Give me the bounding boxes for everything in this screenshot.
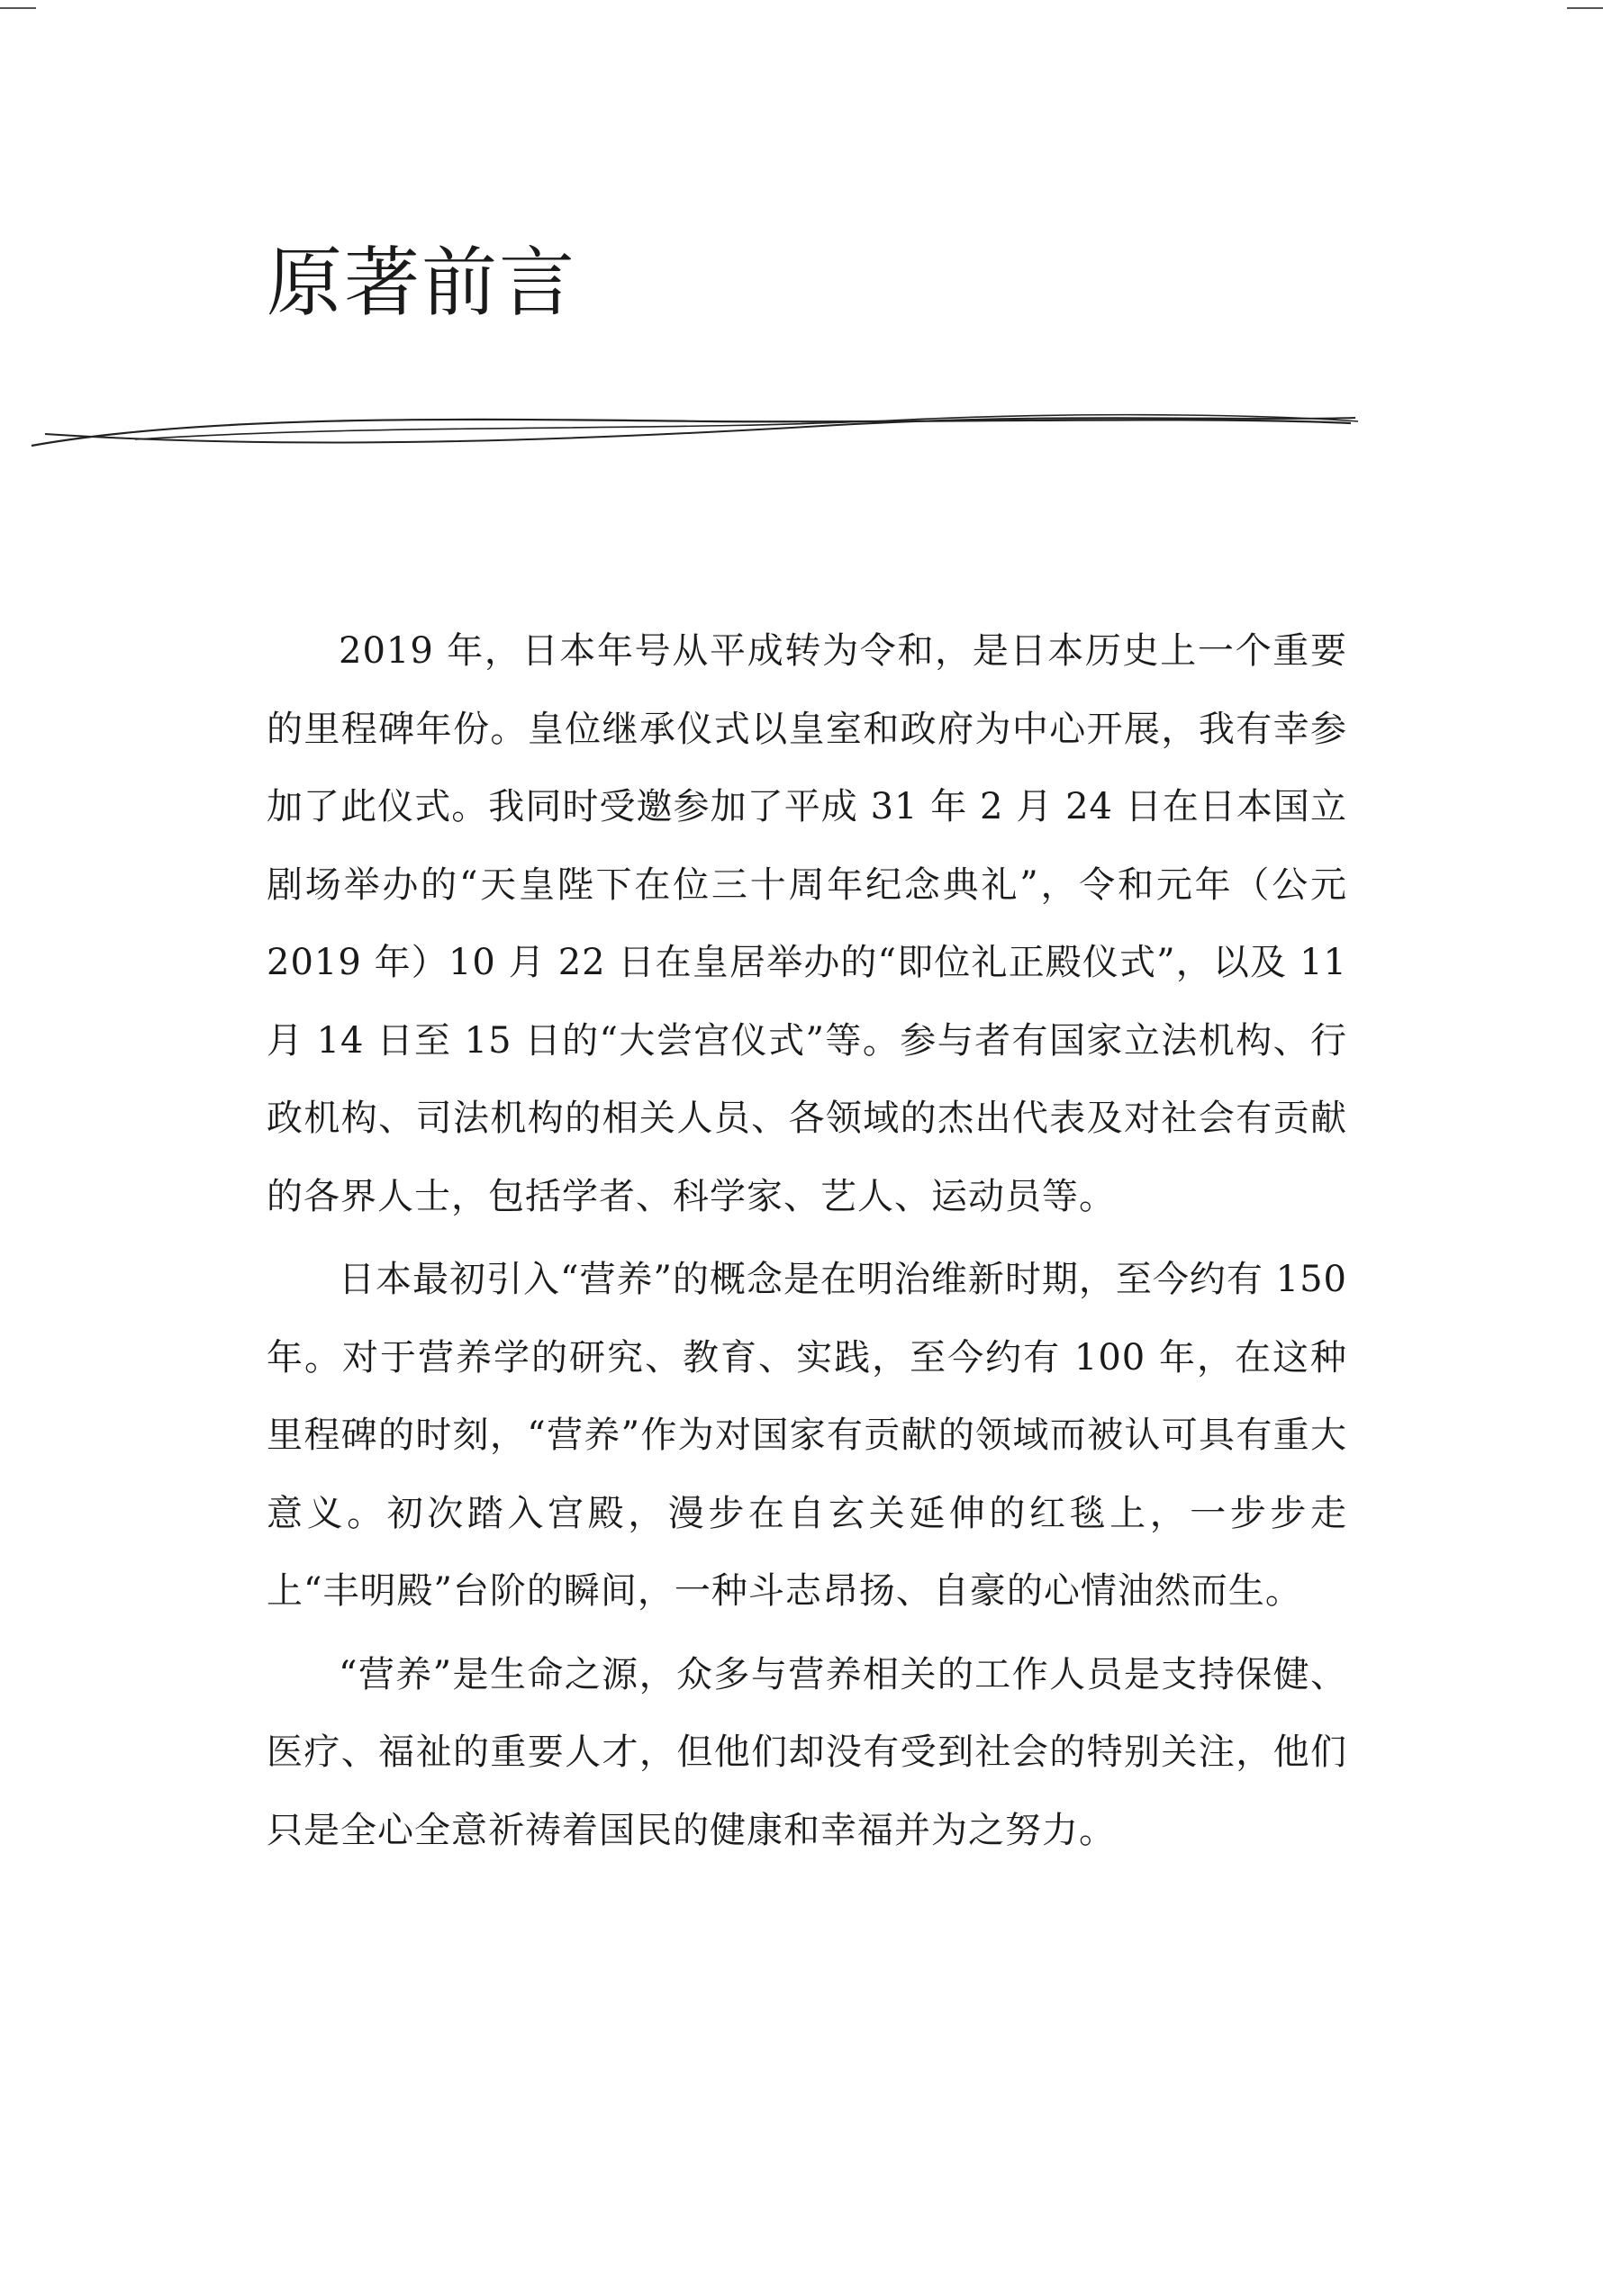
paragraph-1: 2019 年，日本年号从平成转为令和，是日本历史上一个重要的里程碑年份。皇位继承仪式以皇室和政府为中心开展，我有幸参加了此仪式。我同时受邀参加了平成 31 年 2 月 24 日在日本国立剧场举办的“天皇陛下在位三十周年纪念典礼”，令和元年（公元 2019 年）10 月 22 日在皇居举办的“即位礼正殿仪式”，以及 11 月 14 日至 15 日的“大尝宫仪式”等。参与者有国家立法机构、行政机构、司法机构的相关人员、各领域的杰出代表及对社会有贡献的各界人士，包括学者、科学家、艺人、运动员等。 [267, 630, 1347, 1217]
crop-mark-right [1567, 0, 1603, 9]
crop-mark-left [0, 0, 36, 9]
decorative-divider [27, 396, 1360, 459]
paragraph-2: 日本最初引入“营养”的概念是在明治维新时期，至今约有 150 年。对于营养学的研究、教育、实践，至今约有 100 年，在这种里程碑的时刻，“营养”作为对国家有贡献的领域而被认可具有重大意义。初次踏入宫殿，漫步在自玄关延伸的红毯上，一步步走上“丰明殿”台阶的瞬间，一种斗志昂扬、自豪的心情油然而生。 [267, 1259, 1347, 1612]
body-text [267, 612, 1347, 1875]
page-title: 原著前言 [267, 239, 577, 327]
paragraph-3: “营养”是生命之源，众多与营养相关的工作人员是支持保健、医疗、福祉的重要人才，但他们却没有受到社会的特别关注，他们只是全心全意祈祷着国民的健康和幸福并为之努力。 [267, 1653, 1347, 1851]
